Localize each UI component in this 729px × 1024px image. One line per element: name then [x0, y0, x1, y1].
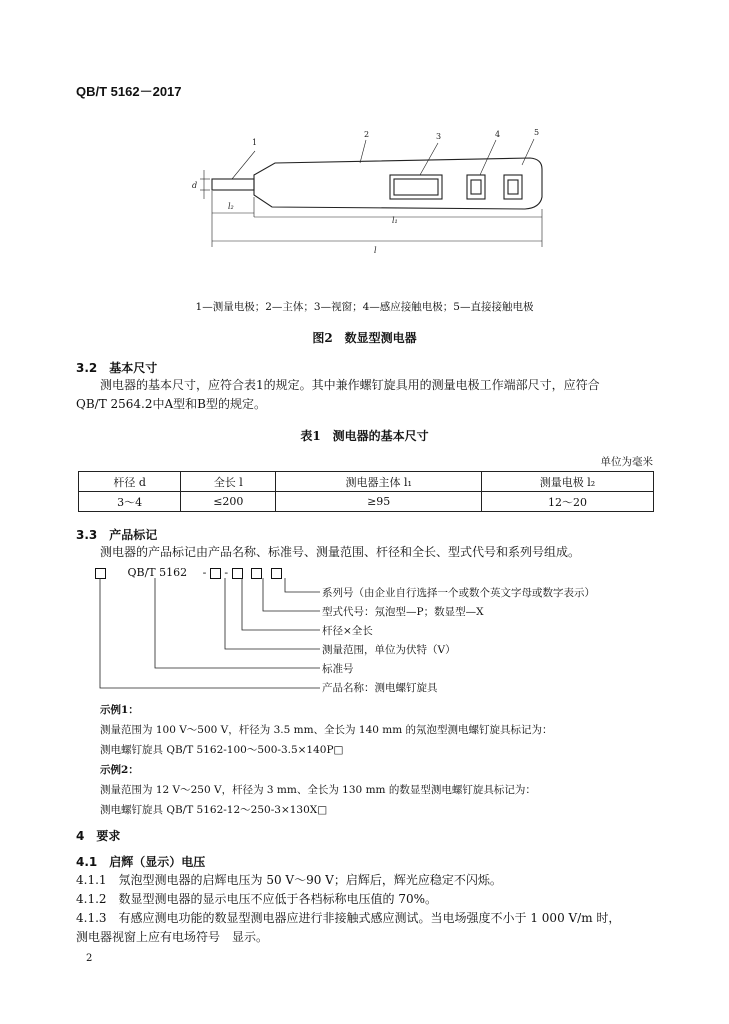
table-row	[79, 492, 654, 512]
header-body-length: 测电器主体 l₁	[276, 472, 482, 492]
page-number: 2	[86, 953, 93, 964]
label-series: 系列号（由企业自行选择一个或数个英文字母或数字表示）	[322, 587, 595, 599]
cell-rod-diameter: 3～4	[79, 492, 181, 512]
marking-pattern: QB/T 5162 - -	[95, 566, 282, 579]
label-range: 测量范围，单位为伏特（V）	[322, 644, 456, 656]
sensing-electrode-shape	[467, 175, 485, 199]
figure-title: 图2 数显型测电器	[312, 331, 417, 345]
example2-text: 测量范围为 12 V～250 V，杆径为 3 mm、全长为 130 mm 的数显型测电螺钉旋具标记为：	[100, 784, 536, 796]
callout-3: 3	[436, 132, 442, 141]
item-4-1-3-line2: 测电器视窗上应有电场符号 显示。	[76, 930, 269, 944]
callout-5: 5	[534, 128, 540, 137]
item-4-1-2: 4.1.2 数显型测电器的显示电压不应低于各档标称电压值的 70%。	[76, 892, 438, 906]
section-4-heading: 4 要求	[76, 829, 121, 843]
label-size: 杆径×全长	[322, 625, 373, 637]
probe-electrode-shape	[212, 179, 254, 190]
item-4-1-1: 4.1.1 氖泡型测电器的启辉电压为 50 V～90 V；启辉后，辉光应稳定不闪烁。	[76, 873, 502, 887]
table-header-row	[79, 472, 654, 492]
dim-l-label: l	[374, 246, 377, 255]
callout-4: 4	[495, 130, 501, 139]
label-product: 产品名称：测电螺钉旋具	[322, 682, 438, 694]
section-3-2-line1: 测电器的基本尺寸，应符合表1的规定。其中兼作螺钉旋具用的测量电极工作端部尺寸，应符合	[100, 378, 600, 392]
cell-electrode-length: 12～20	[481, 492, 653, 512]
example1-mark: 测电螺钉旋具 QB/T 5162-100～500-3.5×140P□	[100, 744, 344, 756]
dim-d-label: d	[192, 181, 198, 190]
figure-legend: 1—测量电极；2—主体；3—视窗；4—感应接触电极；5—直接接触电极	[195, 301, 534, 313]
size-box	[232, 568, 243, 579]
tester-body-shape	[254, 158, 542, 209]
section-4-1-heading: 4.1 启辉（显示）电压	[76, 855, 206, 869]
callout-2: 2	[364, 130, 370, 139]
example2-mark: 测电螺钉旋具 QB/T 5162-12～250-3×130X□	[100, 804, 328, 816]
series-box	[271, 568, 282, 579]
marking-leader-lines	[95, 578, 325, 693]
dim-l2-label: l₂	[228, 202, 234, 211]
tester-diagram	[180, 125, 560, 260]
range-box	[210, 568, 221, 579]
section-3-3-heading: 3.3 产品标记	[76, 528, 158, 542]
cell-body-length: ≥95	[276, 492, 482, 512]
label-type: 型式代号：氖泡型—P；数显型—X	[322, 606, 484, 618]
section-3-2-line2: QB/T 2564.2中A型和B型的规定。	[76, 397, 266, 411]
marking-standard: QB/T 5162	[127, 566, 188, 579]
dim-l1-label: l₁	[392, 216, 398, 225]
cell-total-length: ≤200	[181, 492, 276, 512]
example1-text: 测量范围为 100 V～500 V，杆径为 3.5 mm、全长为 140 mm 的氖泡型测电螺钉旋具标记为：	[100, 724, 553, 736]
section-3-3-intro: 测电器的产品标记由产品名称、标准号、测量范围、杆径和全长、型式代号和系列号组成。	[100, 545, 581, 559]
callout-1: 1	[252, 138, 258, 147]
label-standard: 标准号	[322, 663, 354, 675]
header-electrode-length: 测量电极 l₂	[481, 472, 653, 492]
table1-title: 表1 测电器的基本尺寸	[300, 429, 429, 443]
direct-electrode-shape	[504, 175, 522, 199]
example2-label: 示例2：	[100, 764, 139, 776]
table1-unit: 单位为毫米	[600, 456, 653, 468]
example1-label: 示例1：	[100, 704, 139, 716]
dimensions-table	[78, 471, 654, 512]
header-total-length: 全长 l	[181, 472, 276, 492]
standard-code-header: QB/T 5162－2017	[76, 84, 182, 99]
section-3-2-heading: 3.2 基本尺寸	[76, 361, 158, 375]
header-rod-diameter: 杆径 d	[79, 472, 181, 492]
name-box	[95, 568, 106, 579]
item-4-1-3-line1: 4.1.3 有感应测电功能的数显型测电器应进行非接触式感应测试。当电场强度不小于 1 000 V/m 时，	[76, 911, 621, 925]
type-box	[251, 568, 262, 579]
